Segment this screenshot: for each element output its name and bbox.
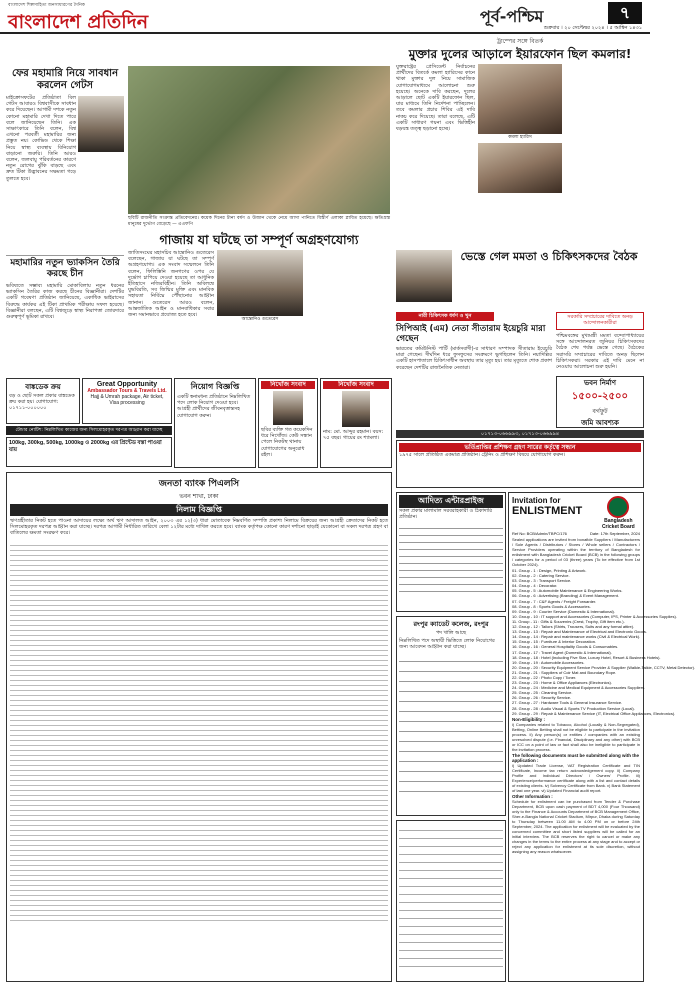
cricket-board-logo-icon: [607, 496, 629, 518]
story-kamala-body-cont: [562, 64, 644, 193]
ad-niyog-body: একটি স্বনামধন্য প্রতিষ্ঠানে নিম্নলিখিত পদে লোক নিয়োগ দেওয়া হবে। আগ্রহী প্রার্থীদের জীবনবৃত্তান্তসহ যোগাযোগ করুন।: [177, 394, 251, 419]
story-gates-headline: ফের মহামারি নিয়ে সাবধান করলেন গেটস: [11, 68, 119, 91]
ad-cricket-group-item: 20. Group - 20 : Security Equipment Service Provider & Supplier (Walkie-Talkie, CCTV, Metal Detector).: [512, 664, 695, 670]
ad-cricket-group-item: 26. Group - 26 : Security Service.: [512, 695, 572, 701]
ad-cricket-group-item: 24. Group - 24 : Medicine and Medical Equipment & Accessories Suppliers.: [512, 685, 646, 691]
ad-cricket-group-item: 07. Group - 7 : C&F Agents / Freight Forwarder.: [512, 598, 597, 604]
ad-buy-title: বাঙ্কডেক ক্রয়: [25, 383, 61, 391]
ad-bhaban-line3: বর্গফুট: [592, 408, 608, 415]
ad-missing-2-body: নাম: মো. আব্দুর রহমান। বয়স: ৭৫ বছর। গায়ের রং শ্যামলা।: [323, 429, 384, 442]
ad-missing-1-title: নিখোঁজ সংবাদ: [261, 381, 315, 389]
story-kamala-body: যুক্তরাষ্ট্রের প্রেসিডেন্ট নির্বাচনের প্রার্থীদের বিতর্কে কমলা হ্যারিসের কানে থাকা মুক্তার দুল নিয়ে সামাজিক যোগাযোগমাধ্যমে আলোচনা শুরু হয়েছে। অনেকে দাবি করছেন, দুলের আড়ালে ছোট একটি ইয়ারফোন ছিল, যার মাধ্যমে তিনি নির্দেশনা পাচ্ছিলেন। তবে কমলার প্রচার শিবির এই দাবি নাকচ করে দিয়েছে। তারা বলেছে, এটি একটি সাধারণ গয়না এবং ভিত্তিহীন ষড়যন্ত্র তত্ত্ব ছড়ানো হচ্ছে।: [396, 64, 475, 133]
ad-rangpur-title: রংপুর ক্যাডেট কলেজ, রংপুর: [413, 620, 489, 628]
ad-opportunity-body: Hajj & Umrah package, Air ticket, Visa processing: [90, 394, 164, 407]
ad-cricket-group-item: 13. Group - 13 : Repair and Maintenance of Electrical and Electronic Goods.: [512, 629, 647, 635]
earring-closeup-photo: [478, 143, 562, 193]
ad-rangpur-body: নিম্নলিখিত পদে অস্থায়ী ভিত্তিতে লোক নিয়োগের জন্য আবেদন আহ্বান করা যাচ্ছে।: [399, 638, 495, 651]
ad-cricket-group-item: 27. Group - 27 : Hardware Tools & General Insurance Service.: [512, 700, 623, 706]
ad-enterprise-title: আদিত্য এন্টারপ্রাইজ: [399, 495, 503, 508]
story-mamata: [396, 250, 644, 310]
story-gates: [6, 68, 124, 254]
section-name: পূর্ব-পশ্চিম: [480, 7, 544, 26]
ad-opportunity-sub: Ambassador Tours & Travels Ltd.: [87, 388, 167, 394]
story-yechury: [396, 324, 552, 426]
ad-missing-1: [258, 378, 318, 468]
ad-bhaban-cta: জমি আবশ্যক: [581, 419, 619, 427]
ad-cricket-group-item: 29. Group - 29 : Repair & Maintenance Service (IT, Electrical Office Appliances, Electronics).: [512, 710, 676, 716]
ad-cricket-group-item: 18. Group - 18 : Hotel (Including Five Star, Luxury Hotel, Resort & Business Hotels).: [512, 654, 661, 660]
ad-cricket-group-item: 06. Group - 6 : Advertising (Branding) & Event Management.: [512, 593, 619, 599]
ad-bottom-notice-table: [399, 823, 503, 973]
ad-cricket-group-item: 12. Group - 12 : Tailors (Shirts, Trousers, Suits and any formal attire).: [512, 624, 635, 630]
story-vaccine-body: ভবিষ্যতে সম্ভাব্য মহামারি মোকাবিলায় নতুন ধরনের ভ্যাকসিন তৈরির কাজ করছে চীনের বিজ্ঞানীরা। দেশটির একটি গবেষণা প্রতিষ্ঠান জানিয়েছে, একাধিক ভাইরাসের বিরুদ্ধে কার্যকর এই টিকা প্রাথমিক পরীক্ষায় সফল হয়েছে। বিজ্ঞানীরা বলছেন, এটি বিশ্বজুড়ে স্বাস্থ্য নিরাপত্তা জোরদারে গুরুত্বপূর্ণ ভূমিকা রাখবে।: [6, 283, 124, 321]
story-mamata-body: পশ্চিমবঙ্গের মুখ্যমন্ত্রী মমতা বন্দ্যোপাধ্যায়ের সঙ্গে আন্দোলনরত জুনিয়র চিকিৎসকদের বৈঠক শেষ পর্যন্ত ভেস্তে গেছে। বৈঠকের সরাসরি সম্প্রচারের দাবিতে অনড় ছিলেন চিকিৎসকরা। সরকার এই দাবি মেনে না নেওয়ায় আলোচনা শুরু হয়নি।: [556, 333, 644, 371]
story-kamala-kicker: ট্রাম্পের সঙ্গে বিতর্ক: [496, 38, 544, 45]
ad-bhaban-line1: ভবন নির্মাণ: [583, 379, 617, 387]
ad-auction-body: ঋণগ্রহীতার নিকট হতে পাওনা আদায়ের লক্ষ্যে অর্থ ঋণ আদালত আইন, ২০০৩ এর ১২(৩) ধারা মোতাবেক নিম্নবর্ণিত সম্পত্তি প্রকাশ্য নিলামে বিক্রয়ের জন্য আগ্রহী ক্রেতাদের নিকট হতে সিলমোহরকৃত দরপত্র আহ্বান করা যাচ্ছে। দরপত্র আগামী নির্ধারিত তারিখে বেলা ১২টার মধ্যে দাখিল করতে হবে। ব্যাংক কর্তৃপক্ষ কোনো কারণ দর্শানো ছাড়াই যেকোনো বা সকল দরপত্র গ্রহণ বা বাতিলের ক্ষমতা সংরক্ষণ করে।: [10, 518, 388, 537]
ad-cricket-group-item: 09. Group - 9 : Courier Service (Domestic & International).: [512, 608, 615, 614]
issue-date: শুক্রবার । ২০ সেপ্টেম্বর ২০২৪ । ৫ আশ্বিন ১৪৩১: [543, 25, 642, 31]
ad-cricket-group-item: 03. Group - 3 : Transport Service.: [512, 578, 572, 584]
ad-cricket-noneligible-title: Non-Eligibility :: [512, 716, 545, 722]
kamala-harris-photo: [478, 64, 562, 134]
mamata-photo: [396, 250, 452, 302]
ad-cricket-group-item: 28. Group - 28 : Audio Visual & Sports TV Production Service (Local).: [512, 705, 635, 711]
ad-missing-2-title: নিখোঁজ সংবাদ: [323, 381, 389, 389]
ad-cricket-group-item: 08. Group - 8 : Sports Goods & Accessories.: [512, 603, 591, 609]
ad-cricket-title: Invitation for: [512, 496, 561, 505]
ad-training-body: ১৯৭৫ সালে প্রতিষ্ঠিত একমাত্র প্রতিষ্ঠান। ট্রেনিং ও প্রশিক্ষণ বিষয়ে যোগাযোগ করুন।: [399, 452, 566, 458]
ad-cricket-group-item: 14. Group - 14 : Repair and maintenance works (Civil & Electrical Work).: [512, 634, 641, 640]
story-gaza-body: জাতিসংঘের মহাসচিব আন্তোনিও গুতেরেস বলেছেন, গাজায় যা ঘটছে তা সম্পূর্ণ অগ্রহণযোগ্য। এক সংবাদ সম্মেলনে তিনি বলেন, ফিলিস্তিনি জনগণের ওপর যে দুর্ভোগ চাপিয়ে দেওয়া হয়েছে তা আধুনিক ইতিহাসে নজিরবিহীন। তিনি অবিলম্বে যুদ্ধবিরতি, সব জিম্মির মুক্তি এবং মানবিক সহায়তা নির্বিঘ্নে পৌঁছানোর আহ্বান জানান। গুতেরেস আরও বলেন, আন্তর্জাতিক আইন ও মানবাধিকার সবার জন্য সমানভাবে প্রযোজ্য হতে হবে।: [128, 250, 214, 319]
ad-cricket-group-item: 23. Group - 23 : Home & Office Appliances (Electronics).: [512, 680, 612, 686]
story-gaza-headline: গাজায় যা ঘটছে তা সম্পূর্ণ অগ্রহণযোগ্য: [159, 232, 359, 247]
bill-gates-photo: [78, 96, 124, 152]
story-mamata-headline: ভেস্তে গেল মমতা ও চিকিৎসকদের বৈঠক: [460, 250, 638, 263]
ad-missing-2: [320, 378, 392, 468]
flood-photo: [128, 66, 390, 214]
story-kamala-headline: মুক্তার দুলের আড়ালে ইয়ারফোন ছিল কমলার!: [408, 47, 632, 61]
missing-person-photo-1: [273, 391, 303, 425]
ad-strip-sacks: 100kg, 300kg, 500kg, 1000kg ও 2000kg এর প্রিন্টেড বস্তা পাওয়া যায়: [6, 437, 172, 467]
masthead: [0, 0, 650, 34]
ad-cricket-date: Date: 17th September, 2024: [589, 531, 640, 536]
story-gaza-body-cont: [303, 250, 390, 323]
ad-cricket-docs: i) Updated Trade License, VAT Registration Certificate and TIN Certificate, Income tax return acknowledgement copy. ii) Company Profile and Individual Directors' / Owners' Profile. iii) Experience/performance certificate along with a list and contact details of existing clients. iv) Solvency Certificate from Bank. v) Bank Statement of last one year. vi) Updated Financial audit report.: [512, 762, 640, 793]
ad-cricket-intro: Sealed applications are invited from bonafide Suppliers / Manufacturers / Sole Agents / Distributors / Stores / Whole sellers / Contractors / Service Providers operating within the territory of Bangladesh for enlistment with Bangladesh Cricket Board (BCB) in the following groups / categories for a period of 03 (three) years (To be effective from 1st October 2024).: [512, 537, 640, 567]
newspaper-name: বাংলাদেশ প্রতিদিন: [8, 11, 149, 33]
ad-enterprise: [396, 492, 506, 612]
ad-cricket-ref: Ref No: BCB/Admin/TBPC/176: [512, 531, 567, 536]
story-vaccine-headline: মহামারির নতুন ভ্যাকসিন তৈরি করছে চীন: [10, 258, 120, 279]
story-gates-body: মাইক্রোসফটের প্রতিষ্ঠাতা বিল গেটস আবারও বিশ্ববাসীকে সাবধান করে দিয়েছেন। আগামী দশকে নতুন কোনো মহামারি দেখা দিতে পারে বলে জানিয়েছেন তিনি। এক সাক্ষাৎকারে তিনি বলেন, বিশ্ব এখনো পরবর্তী মহামারির জন্য প্রস্তুত নয়। কোভিড থেকে শিক্ষা নিয়ে স্বাস্থ্য ব্যবস্থায় বিনিয়োগ বাড়ানো জরুরি। তিনি আরও বলেন, জলবায়ু পরিবর্তনের কারণে নতুন রোগের ঝুঁকি বাড়ছে এবং দ্রুত টিকা উদ্ভাবনের সক্ষমতা গড়ে তুলতে হবে।: [6, 95, 76, 182]
ad-bhaban-nirman: [556, 376, 644, 428]
ad-niyog: [174, 378, 256, 468]
ad-bhaban-line2: ১৫০০-২৫০০: [571, 391, 629, 402]
story-kamala: [396, 36, 644, 248]
ad-rangpur-sub: পদ খালি আছে: [436, 630, 466, 636]
guterres-photo: [217, 250, 303, 316]
ad-missing-1-body: ছবির ব্যক্তি গত কয়েকদিন ধরে নিখোঁজ। কেউ সন্ধান পেলে নিকটস্থ থানায় যোগাযোগের অনুরোধ রইল।: [261, 427, 313, 458]
ad-opportunity: [82, 378, 172, 424]
ad-buy: [6, 378, 80, 424]
ad-cricket-groups: [512, 568, 695, 716]
ad-cricket-group-item: 05. Group - 5 : Automobile Maintenance & Engineering Works.: [512, 588, 623, 594]
ad-opportunity-title: Great Opportunity: [96, 381, 158, 388]
ad-training: [396, 440, 644, 488]
kamala-photo-caption: কমলা হ্যারিস: [508, 135, 532, 140]
ad-cricket-group-item: 01. Group - 1 : Design, Printing & Artwork.: [512, 568, 587, 573]
ad-bhaban-phone: ০১৭১৩-০৬৬৯৯৩, ০১৭১৩-০৬৬৯৯৪: [396, 430, 644, 438]
missing-person-photo-2: [342, 391, 370, 427]
ad-cricket-other: Schedule for enlistment can be purchased from Tender & Purchase Department, BCB upon cash payment of BDT 4,000 (Four Thousand) only to the Finance & Accounts Department of BCB Management Office, Sher-e-Bangla National Cricket Stadium, Mirpur, Dhaka during Saturday to Thursday between 11.00 AM to 4.00 PM on or before 24th September, 2024. The application for enlistment will be evaluated by the concerned committee and short listed suppliers will be called for an initial interview. The BCB reserves the right to cancel or make any changes in the terms to the entire process at any stage and to accept or reject any application for enlistment at its sole discretion, without assigning any reason whatsoever.: [512, 798, 640, 854]
ad-training-title: ভর্তিপ্রাপ্তির প্রশিক্ষণ গ্রহণ সারের কর্তৃত্বে সন্ধান: [399, 443, 641, 452]
ad-cricket-noneligible: i) Companies related to Tobacco, Alcohol (Locally & Non-Segregated), Betting, Online Betting shall not be eligible to participate in the invitation process. ii) Any person(s) or entities / companies with an existing unresolved dispute (i.e. Financial, Disciplinary and any other) with BCB or ICC on a point of law or fact shall also be ineligible to participate in the invitation process.: [512, 721, 640, 752]
story-vaccine: [6, 255, 124, 355]
ad-cricket-group-item: 04. Group - 4 : Decorator.: [512, 583, 558, 589]
guterres-photo-caption: আন্তোনিও গুতেরেস: [241, 317, 279, 322]
ad-cricket-group-item: 19. Group - 19 : Automobile Accessories.: [512, 659, 585, 665]
ad-niyog-title: নিয়োগ বিজ্ঞপ্তি: [190, 382, 240, 391]
ad-strip-tender: টেন্ডার নোটিশ: নিম্নলিখিত কাজের জন্য সিলমোহরকৃত দরপত্র আহ্বান করা যাচ্ছে: [6, 426, 172, 435]
ad-cricket-org: Bangladesh Cricket Board: [601, 518, 635, 530]
ad-cricket-group-item: 02. Group - 2 : Catering Service.: [512, 573, 570, 579]
mamata-side-label: সরকারি সম্প্রচারের দাবিতে অনড় আন্দোলনকারীরা: [556, 312, 644, 330]
ad-rangpur-table: [399, 652, 503, 792]
masthead-tagline: বাংলাদেশ শিল্পসাহিত্য জনসাধারণের দৈনিক: [8, 3, 85, 8]
ad-auction-fine-print: [10, 541, 388, 921]
ad-bottom-notice: [396, 820, 506, 982]
ad-cricket-title2: ENLISTMENT: [512, 505, 583, 517]
ad-auction: [6, 472, 392, 982]
ad-cricket-group-item: 17. Group - 17 : Travel Agent (Domestic & International).: [512, 649, 612, 655]
ad-cricket-group-item: 15. Group - 15 : Furniture & Interior Decoration.: [512, 639, 597, 645]
ad-cricket-docs-title: The following documents must be submitted along with the application :: [512, 752, 639, 763]
story-yechury-body: ভারতের কমিউনিস্ট পার্টি (মার্কসবাদী)-র সাধারণ সম্পাদক সীতারাম ইয়েচুরি মারা গেছেন। দীর্ঘদিন ধরে ফুসফুসের সংক্রমণে ভুগছিলেন তিনি। নয়াদিল্লির একটি হাসপাতালে চিকিৎসাধীন অবস্থায় তার মৃত্যু হয়। তার মৃত্যুতে শোক প্রকাশ করেছেন দেশটির রাজনৈতিক নেতারা।: [396, 346, 552, 371]
mamata-photo-caption: নারী চিকিৎসক ধর্ষণ ও খুন: [396, 312, 494, 321]
ad-cricket-group-item: 16. Group - 16 : General Hospitality Goods & Consumables.: [512, 644, 619, 650]
ad-cricket-group-item: 10. Group - 10 : IT support and Accessories (Computer, IPS, Printer & Accessories Supplies).: [512, 613, 677, 619]
ad-rangpur: [396, 616, 506, 816]
ad-cricket-group-item: 22. Group - 22 : Photo Copy / Toner.: [512, 674, 577, 680]
ad-cricket-other-title: Other Information :: [512, 793, 553, 799]
story-gaza: [128, 232, 390, 374]
page-number: ৭: [608, 2, 642, 24]
flood-photo-caption: ছবিটি রাজনীতি সংক্রান্ত প্রতিবেদনের। কয়েক দিনের টানা বর্ষণ ও উজান থেকে নেমে আসা পানিতে বিস্তীর্ণ এলাকা প্লাবিত হয়েছে। ক্ষতিগ্রস্ত মানুষের দুর্ভোগ বেড়েছে — এএফপি: [128, 216, 390, 227]
ad-auction-branch: ভবন শাখা, ঢাকা: [179, 493, 219, 500]
story-yechury-headline: সিপিআই (এম) নেতা সীতারাম ইয়েচুরি মারা গেছেন: [396, 324, 546, 344]
ad-enterprise-body: সকল প্রকার মালামাল সরবরাহকারী ও ঠিকাদারি প্রতিষ্ঠান।: [399, 508, 493, 521]
ad-cricket-group-item: 11. Group - 11 : Gifts & Souvenirs (Crest, Trophy, Gift item etc.).: [512, 618, 625, 624]
ad-cricket-group-item: 21. Group - 21 : Suppliers of Coir Mat and Boundary Rope.: [512, 669, 617, 675]
ad-auction-bank: জনতা ব্যাংক পিএলসি: [158, 479, 240, 489]
ad-cricket-enlistment: [508, 492, 695, 982]
ad-enterprise-table: [399, 522, 503, 592]
ad-auction-title: নিলাম বিজ্ঞপ্তি: [10, 504, 388, 516]
ad-buy-body: বড় ও ছোট সকল প্রকার বাঙ্কডেক ক্রয় করা হয়। যোগাযোগ: ০১৭১১-০০০০০০: [9, 393, 75, 412]
ad-cricket-group-item: 25. Group - 25 : Cleaning Service.: [512, 690, 573, 696]
